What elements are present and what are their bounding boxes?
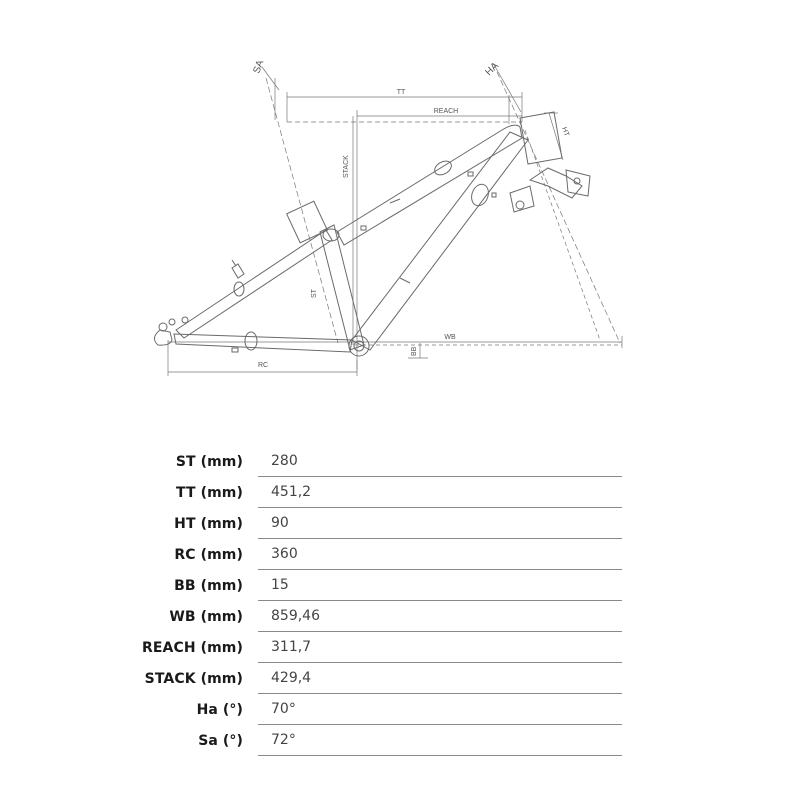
row-value: 280	[258, 446, 622, 477]
row-label: Sa (°)	[198, 732, 243, 749]
table-row	[100, 508, 622, 539]
row-value: 311,7	[258, 632, 622, 663]
row-label: Ha (°)	[196, 701, 243, 718]
label-bb: BB	[411, 346, 418, 356]
row-label: REACH (mm)	[141, 639, 243, 656]
row-value: 15	[258, 570, 622, 601]
row-value: 859,46	[258, 601, 622, 632]
table-row	[100, 632, 622, 663]
row-value: 451,2	[258, 477, 622, 508]
row-value: 72°	[258, 725, 622, 756]
table-row	[100, 601, 622, 632]
table-row	[100, 694, 622, 725]
label-reach: REACH	[433, 108, 459, 115]
label-wb: WB	[444, 334, 456, 341]
row-label: WB (mm)	[169, 608, 243, 625]
row-label: ST (mm)	[175, 453, 243, 470]
dimension-lines	[168, 63, 622, 376]
frame-tubes	[154, 112, 590, 356]
row-label: STACK (mm)	[144, 670, 243, 687]
row-label: TT (mm)	[176, 484, 243, 501]
table-row	[100, 539, 622, 570]
geometry-table	[100, 446, 622, 756]
label-sa: SA	[251, 58, 267, 76]
table-row	[100, 446, 622, 477]
label-rc: RC	[257, 362, 269, 369]
table-row	[100, 477, 622, 508]
table-row	[100, 725, 622, 756]
table-row	[100, 663, 622, 694]
row-value: 70°	[258, 694, 622, 725]
label-ha: HA	[483, 60, 501, 79]
label-st: ST	[311, 289, 318, 298]
label-tt: TT	[396, 89, 406, 96]
label-stack: STACK	[343, 155, 350, 178]
row-value: 429,4	[258, 663, 622, 694]
row-label: BB (mm)	[174, 577, 243, 594]
table-row	[100, 570, 622, 601]
row-value: 90	[258, 508, 622, 539]
row-label: RC (mm)	[174, 546, 243, 563]
row-label: HT (mm)	[174, 515, 243, 532]
row-value: 360	[258, 539, 622, 570]
label-ht: HT	[560, 126, 570, 138]
